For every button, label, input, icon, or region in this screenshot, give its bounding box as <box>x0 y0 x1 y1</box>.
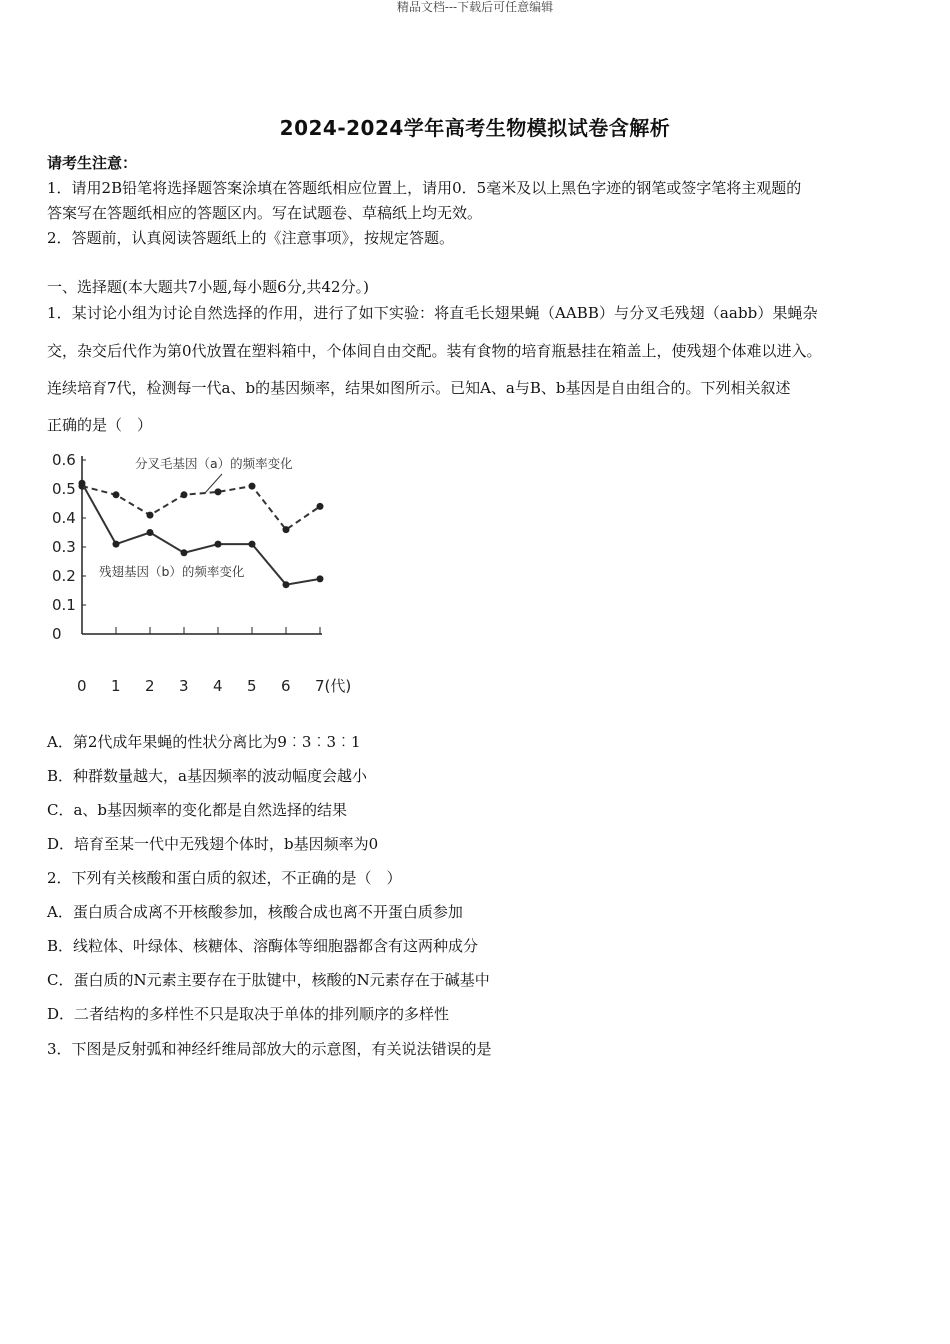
series-a-point <box>113 491 120 498</box>
series-b-point <box>317 575 324 582</box>
q2-option-c[interactable]: C．蛋白质的N元素主要存在于肽键中，核酸的N元素存在于碱基中 <box>47 971 490 989</box>
page-title: 2024-2024学年高考生物模拟试卷含解析 <box>279 116 671 140</box>
page-header: 精品文档---下载后可任意编辑 <box>396 0 554 14</box>
q1-stem-line-3: 连续培育7代，检测每一代a、b的基因频率，结果如图所示。已知A、a与B、b基因是自由组合的。下列相关叙述 <box>47 379 791 397</box>
q2-option-b[interactable]: B．线粒体、叶绿体、核糖体、溶酶体等细胞器都含有这两种成分 <box>47 937 479 955</box>
series-b-point <box>249 541 256 548</box>
series-a-point <box>215 488 222 495</box>
x-tick-label: 2 <box>145 677 155 695</box>
series-b-point <box>79 480 86 487</box>
q2-option-d[interactable]: D．二者结构的多样性不只是取决于单体的排列顺序的多样性 <box>47 1005 450 1023</box>
chart-labels <box>99 456 293 579</box>
series-b-point <box>147 529 154 536</box>
y-tick-label: 0.5 <box>52 480 76 498</box>
series-a-point <box>317 503 324 510</box>
notice-item-1-line-2: 答案写在答题纸相应的答题区内。写在试题卷、草稿纸上均无效。 <box>47 204 483 222</box>
series-b-point <box>283 581 290 588</box>
series-a-point <box>147 512 154 519</box>
q2-option-a[interactable]: A．蛋白质合成离不开核酸参加，核酸合成也离不开蛋白质参加 <box>47 903 463 921</box>
x-tick-label: 0 <box>77 677 87 695</box>
series-a-label: 分叉毛基因（a）的频率变化 <box>135 456 293 471</box>
q1-stem-line-2: 交，杂交后代作为第0代放置在塑料箱中，个体间自由交配。装有食物的培育瓶悬挂在箱盖上，使残翅个体难以进入。 <box>47 342 822 360</box>
series-b-label: 残翅基因（b）的频率变化 <box>99 564 245 579</box>
q1-stem-line-4: 正确的是（ ） <box>47 416 153 434</box>
q3-stem: 3．下图是反射弧和神经纤维局部放大的示意图，有关说法错误的是 <box>47 1040 492 1058</box>
notice-item-1-line-1: 1．请用2B铅笔将选择题答案涂填在答题纸相应位置上，请用0．5毫米及以上黑色字迹的钢笔或签字笔将主观题的 <box>47 179 802 197</box>
y-tick-label: 0.1 <box>52 596 76 614</box>
y-tick-label: 0.3 <box>52 538 76 556</box>
series-a-point <box>181 491 188 498</box>
series-b-point <box>215 541 222 548</box>
y-tick-label: 0.4 <box>52 509 76 527</box>
q1-option-c[interactable]: C．a、b基因频率的变化都是自然选择的结果 <box>47 801 348 819</box>
series-a-point <box>283 526 290 533</box>
section-heading: 一、选择题(本大题共7小题,每小题6分,共42分。) <box>47 278 369 296</box>
x-tick-label: 3 <box>179 677 189 695</box>
series-a-point <box>249 483 256 490</box>
q1-option-b[interactable]: B．种群数量越大，a基因频率的波动幅度会越小 <box>47 767 367 785</box>
notice-item-2: 2．答题前，认真阅读答题纸上的《注意事项》，按规定答题。 <box>47 229 455 247</box>
q1-option-d[interactable]: D．培育至某一代中无残翅个体时，b基因频率为0 <box>47 835 379 853</box>
series-b-point <box>181 549 188 556</box>
y-tick-label: 0.2 <box>52 567 76 585</box>
q1-option-a[interactable]: A．第2代成年果蝇的性状分离比为9︰3︰3︰1 <box>47 733 361 751</box>
x-tick-label: 1 <box>111 677 121 695</box>
q2-stem: 2．下列有关核酸和蛋白质的叙述，不正确的是（ ） <box>47 869 402 887</box>
x-tick-label: 6 <box>281 677 291 695</box>
y-tick-label: 0.6 <box>52 452 76 469</box>
q1-stem-line-1: 1．某讨论小组为讨论自然选择的作用，进行了如下实验：将直毛长翅果蝇（AABB）与分叉毛残翅（aabb）果蝇杂 <box>47 304 818 322</box>
series-b-point <box>113 541 120 548</box>
x-tick-label: 5 <box>247 677 257 695</box>
x-tick-label: 4 <box>213 677 223 695</box>
notice-heading: 请考生注意： <box>47 154 138 172</box>
x-tick-label: 7(代) <box>315 677 352 695</box>
y-tick-label: 0 <box>52 625 62 643</box>
gene-frequency-chart <box>47 452 357 702</box>
